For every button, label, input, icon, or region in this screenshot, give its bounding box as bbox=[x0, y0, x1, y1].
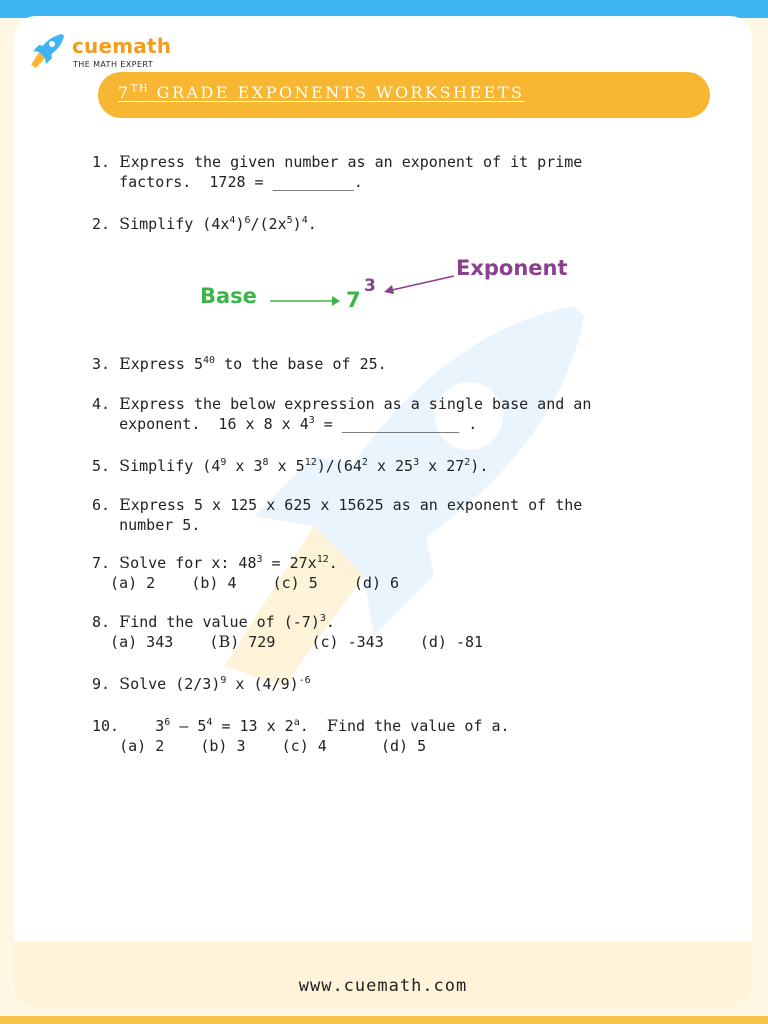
worksheet-card bbox=[14, 16, 752, 1006]
question-3: 3. Express $5^{40}$ to the base of 25. bbox=[92, 354, 387, 373]
base-arrow-icon bbox=[270, 294, 340, 308]
brand-name: cuemath bbox=[72, 34, 172, 58]
question-4: 4. Express the below expression as a single base and an exponent. 16 x 8 x $4^3$ = _____________ . bbox=[92, 394, 592, 433]
brand-tagline: THE MATH EXPERT bbox=[73, 60, 153, 69]
question-1: 1. Express the given number as an exponent of it prime factors. 1728 = _________. bbox=[92, 152, 583, 191]
footer-url[interactable]: www.cuemath.com bbox=[298, 976, 468, 996]
question-10: 10. $3^6 - 5^4 = 13$ x 2$^a$. Find the value of a. (a) 2 (b) 3 (c) 4 (d) 5 bbox=[92, 716, 510, 755]
question-8: 8. Find the value of $(-7)^3$. (a) 343 (B) 729 (c) -343 (d) -81 bbox=[92, 612, 484, 651]
question-10-options: (a) 2 (b) 3 (c) 4 (d) 5 bbox=[92, 737, 427, 755]
question-2: 2. Simplify $(4x^4)^6/(2x^5)^4$. bbox=[92, 214, 317, 233]
base-exponent-diagram bbox=[184, 250, 604, 330]
question-6: 6. Express 5 x 125 x 625 x 15625 as an exponent of the number 5. bbox=[92, 495, 583, 534]
question-7-options: (a) 2 (b) 4 (c) 5 (d) 6 bbox=[92, 574, 400, 592]
exponent-value: 3 bbox=[364, 276, 376, 296]
question-5: 5. Simplify ($4^9$ x $3^8$ x $5^{12})/(64^2$ x $25^3$ x $27^2$). bbox=[92, 456, 489, 475]
question-8-options: (a) 343 (B) 729 (c) -343 (d) -81 bbox=[92, 632, 484, 651]
bottom-accent-bar bbox=[0, 1016, 768, 1024]
title-banner bbox=[98, 72, 710, 118]
base-label: Base bbox=[200, 284, 257, 308]
footer bbox=[14, 942, 752, 1006]
base-value: 7 bbox=[346, 288, 361, 312]
worksheet-title: 7TH GRADE EXPONENTS WORKSHEETS bbox=[118, 83, 525, 102]
question-9: 9. Solve $(2/3)^9$ x $(4/9)^{-6}$ bbox=[92, 674, 311, 693]
question-7: 7. Solve for x: $48^3 = 27x^{12}$. (a) 2 (b) 4 (c) 5 (d) 6 bbox=[92, 553, 400, 592]
exponent-arrow-icon bbox=[382, 272, 456, 296]
rocket-logo-icon bbox=[26, 30, 68, 72]
exponent-label: Exponent bbox=[456, 256, 568, 280]
